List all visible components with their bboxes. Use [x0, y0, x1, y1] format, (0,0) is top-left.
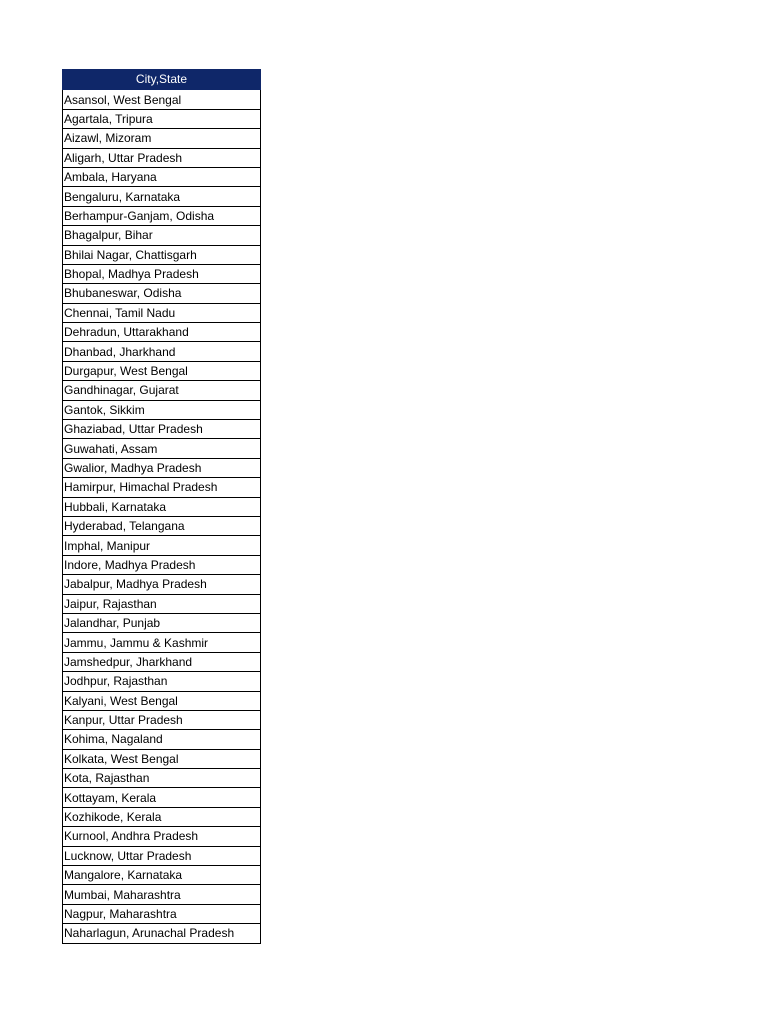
table-row	[63, 129, 261, 148]
table-row	[63, 749, 261, 768]
table-row	[63, 148, 261, 167]
table-row	[63, 846, 261, 865]
table-cell[interactable]: Ambala, Haryana	[63, 167, 261, 186]
table-row	[63, 866, 261, 885]
table-row	[63, 361, 261, 380]
table-cell[interactable]: Lucknow, Uttar Pradesh	[63, 846, 261, 865]
table-cell[interactable]: Jammu, Jammu & Kashmir	[63, 633, 261, 652]
table-cell[interactable]: Guwahati, Assam	[63, 439, 261, 458]
table-row	[63, 633, 261, 652]
table-cell[interactable]: Aligarh, Uttar Pradesh	[63, 148, 261, 167]
table-cell[interactable]: Nagpur, Maharashtra	[63, 904, 261, 923]
city-state-table	[62, 69, 261, 944]
table-row	[63, 652, 261, 671]
table-cell[interactable]: Kozhikode, Kerala	[63, 807, 261, 826]
table-cell[interactable]: Kurnool, Andhra Pradesh	[63, 827, 261, 846]
header-row	[63, 70, 261, 90]
table-cell[interactable]: Gwalior, Madhya Pradesh	[63, 458, 261, 477]
table-cell[interactable]: Jabalpur, Madhya Pradesh	[63, 575, 261, 594]
table-row	[63, 536, 261, 555]
table-row	[63, 769, 261, 788]
table-cell[interactable]: Chennai, Tamil Nadu	[63, 303, 261, 322]
table-row	[63, 245, 261, 264]
table-row	[63, 109, 261, 128]
table-row	[63, 594, 261, 613]
table-row	[63, 613, 261, 632]
table-row	[63, 788, 261, 807]
table-cell[interactable]: Durgapur, West Bengal	[63, 361, 261, 380]
table-cell[interactable]: Imphal, Manipur	[63, 536, 261, 555]
table-cell[interactable]: Agartala, Tripura	[63, 109, 261, 128]
table-cell[interactable]: Mangalore, Karnataka	[63, 866, 261, 885]
column-header-city-state[interactable]: City,State	[63, 70, 261, 90]
table-cell[interactable]: Kota, Rajasthan	[63, 769, 261, 788]
table-cell[interactable]: Gandhinagar, Gujarat	[63, 381, 261, 400]
table-cell[interactable]: Hyderabad, Telangana	[63, 516, 261, 535]
table-cell[interactable]: Bhagalpur, Bihar	[63, 226, 261, 245]
table-row	[63, 478, 261, 497]
table-row	[63, 420, 261, 439]
table-row	[63, 904, 261, 923]
table-cell[interactable]: Gantok, Sikkim	[63, 400, 261, 419]
table-cell[interactable]: Berhampur-Ganjam, Odisha	[63, 206, 261, 225]
table-cell[interactable]: Hamirpur, Himachal Pradesh	[63, 478, 261, 497]
table-row	[63, 672, 261, 691]
table-cell[interactable]: Hubbali, Karnataka	[63, 497, 261, 516]
table-cell[interactable]: Dehradun, Uttarakhand	[63, 323, 261, 342]
table-row	[63, 264, 261, 283]
table-row	[63, 90, 261, 109]
table-cell[interactable]: Aizawl, Mizoram	[63, 129, 261, 148]
table-row	[63, 284, 261, 303]
table-cell[interactable]: Jamshedpur, Jharkhand	[63, 652, 261, 671]
table-row	[63, 885, 261, 904]
table-row	[63, 381, 261, 400]
table-cell[interactable]: Naharlagun, Arunachal Pradesh	[63, 924, 261, 943]
table-row	[63, 555, 261, 574]
table-cell[interactable]: Mumbai, Maharashtra	[63, 885, 261, 904]
table-cell[interactable]: Bengaluru, Karnataka	[63, 187, 261, 206]
table-cell[interactable]: Jodhpur, Rajasthan	[63, 672, 261, 691]
table-row	[63, 691, 261, 710]
table-cell[interactable]: Bhubaneswar, Odisha	[63, 284, 261, 303]
table-row	[63, 497, 261, 516]
table-cell[interactable]: Dhanbad, Jharkhand	[63, 342, 261, 361]
table-row	[63, 226, 261, 245]
table-row	[63, 400, 261, 419]
table-cell[interactable]: Kohima, Nagaland	[63, 730, 261, 749]
table-row	[63, 575, 261, 594]
table-cell[interactable]: Kottayam, Kerala	[63, 788, 261, 807]
table-row	[63, 516, 261, 535]
table-body	[63, 90, 261, 943]
table-row	[63, 206, 261, 225]
table-cell[interactable]: Jalandhar, Punjab	[63, 613, 261, 632]
table-row	[63, 187, 261, 206]
table-cell[interactable]: Jaipur, Rajasthan	[63, 594, 261, 613]
table-cell[interactable]: Ghaziabad, Uttar Pradesh	[63, 420, 261, 439]
table-row	[63, 924, 261, 943]
table-cell[interactable]: Kanpur, Uttar Pradesh	[63, 710, 261, 729]
table-cell[interactable]: Asansol, West Bengal	[63, 90, 261, 109]
table-cell[interactable]: Bhopal, Madhya Pradesh	[63, 264, 261, 283]
table-row	[63, 303, 261, 322]
table-row	[63, 342, 261, 361]
table-row	[63, 439, 261, 458]
table-row	[63, 458, 261, 477]
table-cell[interactable]: Kalyani, West Bengal	[63, 691, 261, 710]
table-row	[63, 323, 261, 342]
table-row	[63, 807, 261, 826]
table-cell[interactable]: Indore, Madhya Pradesh	[63, 555, 261, 574]
table-row	[63, 710, 261, 729]
table-cell[interactable]: Bhilai Nagar, Chattisgarh	[63, 245, 261, 264]
table-cell[interactable]: Kolkata, West Bengal	[63, 749, 261, 768]
table-row	[63, 167, 261, 186]
table-row	[63, 827, 261, 846]
table-row	[63, 730, 261, 749]
